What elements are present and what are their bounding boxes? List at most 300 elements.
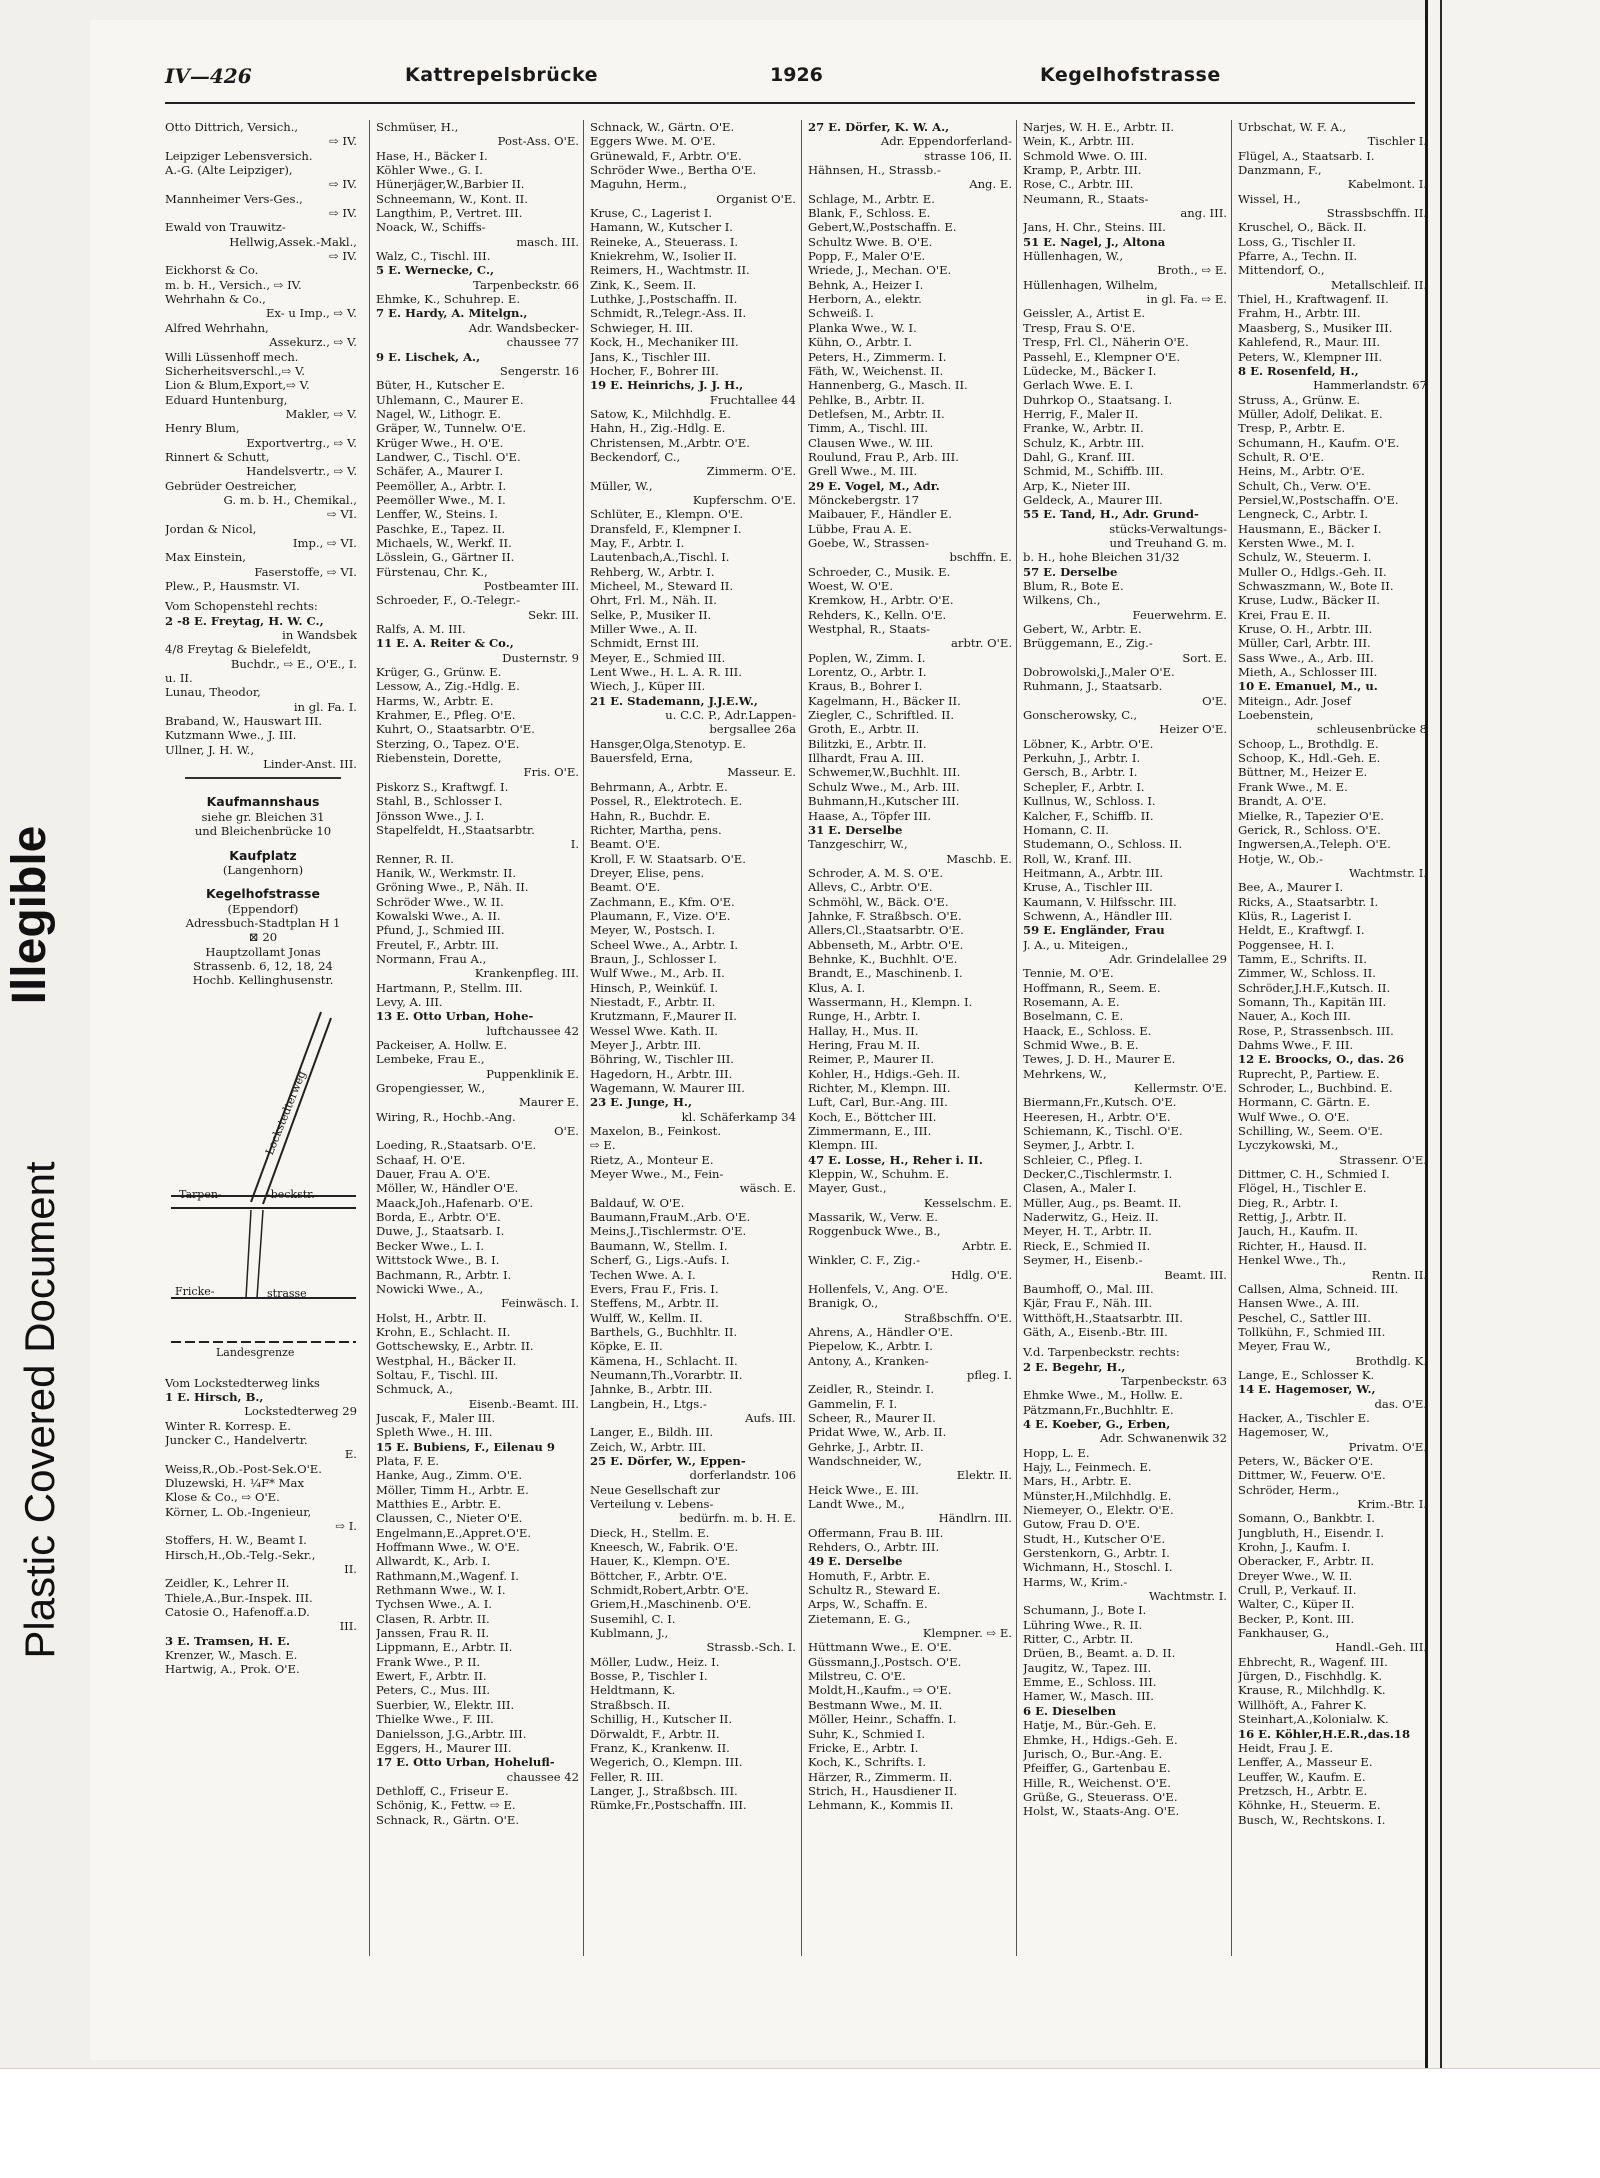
directory-entry: Schiemann, K., Tischl. O'E. [1023, 1124, 1183, 1139]
directory-entry: Heick Wwe., E. III. [808, 1482, 919, 1497]
directory-entry: ⇨ IV. [328, 206, 357, 221]
directory-entry: Henry Blum, [165, 421, 240, 436]
directory-entry: Krankenpfleg. III. [474, 966, 579, 981]
directory-entry: O'E. [1202, 693, 1227, 708]
directory-entry: 21 E. Stademann, J.J.E.W., [590, 693, 758, 708]
scan-bottom-margin [0, 2068, 1600, 2178]
directory-entry: Wriede, J., Mechan. O'E. [808, 263, 952, 278]
directory-entry: Geissler, A., Artist E. [1023, 306, 1146, 321]
directory-entry: Puppenklinik E. [486, 1066, 579, 1081]
directory-entry: Kniekrehm, W., Isolier II. [590, 249, 737, 264]
directory-entry: Tischler I. [1367, 134, 1427, 149]
directory-entry: Schnack, R., Gärtn. O'E. [376, 1812, 520, 1827]
directory-entry: Wissel, H., [1238, 191, 1301, 206]
directory-entry: 55 E. Tand, H., Adr. Grund- [1023, 507, 1199, 522]
directory-entry: Jahnke, F. Straßbsch. O'E. [808, 908, 962, 923]
directory-entry: Exportvertrg., ⇨ V. [246, 435, 357, 450]
directory-entry: Alfred Wehrhahn, [165, 320, 269, 335]
directory-entry: Peschel, C., Sattler III. [1238, 1310, 1371, 1325]
directory-entry: Hopp, L. E. [1023, 1445, 1090, 1460]
directory-entry: Peters, W., Klempner III. [1238, 349, 1383, 364]
directory-entry: III. [339, 1619, 357, 1634]
directory-entry: Frank Wwe., P. II. [376, 1654, 481, 1669]
directory-entry: Juncker C., Handelvertr. [165, 1432, 308, 1447]
directory-entry: Catosie O., Hafenoff.a.D. [165, 1605, 310, 1620]
directory-entry: Schulz, W., Steuerm. I. [1238, 550, 1372, 565]
directory-entry: Hauptzollamt Jonas [205, 944, 321, 959]
directory-entry: Kabelmont. I. [1347, 177, 1427, 192]
map-label: -beckstr. [267, 1187, 315, 1201]
directory-entry: Haack, E., Schloss. E. [1023, 1023, 1152, 1038]
directory-entry: Wulf Wwe., O. O'E. [1238, 1109, 1350, 1124]
directory-entry: Antony, A., Kranken- [808, 1353, 929, 1368]
map-label: strasse [267, 1286, 307, 1300]
directory-entry: ⇨ IV. [328, 249, 357, 264]
directory-entry: Leipziger Lebensversich. [165, 148, 313, 163]
directory-entry: Danielsson, J.G.,Arbtr. III. [376, 1726, 527, 1741]
directory-entry: Zink, K., Seem. II. [590, 277, 697, 292]
directory-entry: Schumann, J., Bote I. [1023, 1603, 1147, 1618]
map-label: Landesgrenze [216, 1345, 295, 1359]
directory-entry: Buchdr., ⇨ E., O'E., I. [230, 656, 357, 671]
directory-entry: siehe gr. Bleichen 31 [201, 809, 325, 824]
directory-entry: Passehl, E., Klempner O'E. [1023, 349, 1181, 364]
directory-entry: Tamm, E., Schrifts. II. [1238, 951, 1367, 966]
directory-entry: Böhring, W., Tischler III. [590, 1052, 734, 1067]
directory-entry: Neumann,Th.,Vorarbtr. II. [590, 1367, 743, 1382]
directory-entry: 31 E. Derselbe [808, 822, 903, 837]
directory-entry: Löbner, K., Arbtr. O'E. [1023, 736, 1154, 751]
directory-entry: Meyer, H. T., Arbtr. II. [1023, 1224, 1152, 1239]
directory-entry: Krutzmann, F.,Maurer II. [590, 1009, 737, 1024]
directory-entry: 4/8 Freytag & Bielefeldt, [165, 642, 312, 657]
directory-entry: A.-G. (Alte Leipziger), [165, 163, 293, 178]
directory-entry: Allwardt, K., Arb. I. [376, 1554, 491, 1569]
directory-entry: Schneemann, W., Kont. II. [376, 191, 528, 206]
directory-entry: Freutel, F., Arbtr. III. [376, 937, 499, 952]
directory-entry: Flügel, A., Staatsarb. I. [1238, 148, 1375, 163]
directory-entry: Beckendorf, C., [590, 449, 681, 464]
directory-entry: Hajy, L., Feinmech. E. [1023, 1459, 1152, 1474]
directory-entry: stücks-Verwaltungs- [1109, 521, 1227, 536]
directory-entry: Müller, Adolf, Delikat. E. [1238, 406, 1383, 421]
directory-entry: Duwe, J., Staatsarb. I. [376, 1224, 505, 1239]
directory-entry: Lembeke, Frau E., [376, 1052, 485, 1067]
directory-entry: Büttner, M., Heizer E. [1238, 765, 1368, 780]
directory-entry: Geldeck, A., Maurer III. [1023, 492, 1163, 507]
directory-entry: 5 E. Wernecke, C., [376, 263, 495, 278]
directory-entry: 27 E. Dörfer, K. W. A., [808, 120, 950, 134]
directory-entry: bergsallee 26a [709, 722, 796, 737]
directory-entry: Lyczykowski, M., [1238, 1138, 1339, 1153]
directory-entry: Busch, W., Rechtskons. I. [1238, 1812, 1386, 1827]
directory-entry: Hanke, Aug., Zimm. O'E. [376, 1468, 523, 1483]
illegible-label: Illegible [3, 825, 56, 1005]
directory-entry: Baumann, W., Stellm. I. [590, 1238, 728, 1253]
directory-entry: Feller, R. III. [590, 1769, 664, 1784]
directory-entry: Scheer, R., Maurer II. [808, 1410, 936, 1425]
directory-entry: Gebert,W.,Postschaffn. E. [808, 220, 957, 235]
directory-entry: Biermann,Fr.,Kutsch. O'E. [1023, 1095, 1177, 1110]
directory-entry: Somann, Th., Kapitän III. [1238, 994, 1387, 1009]
directory-entry: Heins, M., Arbtr. O'E. [1238, 464, 1365, 479]
directory-entry: Steinhart,A.,Kolonialw. K. [1238, 1712, 1389, 1727]
directory-entry: Kutzmann Wwe., J. III. [165, 728, 297, 743]
directory-entry: Uhlemann, C., Maurer E. [376, 392, 524, 407]
directory-entry: Rehberg, W., Arbtr. I. [590, 564, 715, 579]
directory-entry: 49 E. Derselbe [808, 1554, 903, 1569]
directory-entry: Pehlke, B., Arbtr. II. [808, 392, 925, 407]
directory-entry: Ziegler, C., Schriftled. II. [808, 708, 955, 723]
directory-entry: Schultz R., Steward E. [808, 1583, 941, 1598]
directory-entry: Bee, A., Maurer I. [1238, 880, 1344, 895]
directory-entry: Reimers, H., Wachtmstr. II. [590, 263, 750, 278]
directory-entry: Soltau, F., Tischl. III. [376, 1367, 499, 1382]
page-binding-edge [1425, 0, 1600, 2177]
directory-entry: Eduard Huntenburg, [165, 392, 288, 407]
directory-entry: Maurer E. [518, 1095, 579, 1110]
directory-entry: Sekr. III. [528, 607, 579, 622]
directory-entry: schleusenbrücke 8 [1316, 722, 1427, 737]
directory-entry: Scheel Wwe., A., Arbtr. I. [590, 937, 739, 952]
directory-entry: Otto Dittrich, Versich., [165, 120, 299, 134]
directory-entry: Mielke, R., Tapezier O'E. [1238, 808, 1384, 823]
directory-entry: Müller, Carl, Arbtr. III. [1238, 636, 1371, 651]
directory-entry: Rietz, A., Monteur E. [590, 1152, 714, 1167]
directory-entry: b. H., hohe Bleichen 31/32 [1023, 550, 1180, 565]
directory-entry: Kellermstr. O'E. [1133, 1081, 1227, 1096]
directory-entry: Köhler Wwe., G. I. [376, 163, 483, 178]
directory-entry: Suerbier, W., Elektr. III. [376, 1697, 515, 1712]
directory-entry: Ewald von Trauwitz- [165, 220, 286, 235]
directory-entry: Pfeiffer, G., Gartenbau E. [1023, 1761, 1171, 1776]
directory-entry: Bachmann, R., Arbtr. I. [376, 1267, 512, 1282]
directory-entry: Strassenr. O'E. [1339, 1152, 1427, 1167]
directory-entry: Kuhrt, O., Staatsarbtr. O'E. [376, 722, 535, 737]
directory-entry: Pretzsch, H., Arbtr. E. [1238, 1783, 1368, 1798]
directory-entry: Abbenseth, M., Arbtr. O'E. [808, 937, 964, 952]
directory-entry: Hammerlandstr. 67 [1313, 378, 1427, 393]
directory-entry: Westphal, R., Staats- [808, 622, 931, 637]
directory-entry: 47 E. Losse, H., Reher i. II. [808, 1152, 983, 1167]
directory-entry: Arp, K., Nieter III. [1023, 478, 1131, 493]
directory-entry: May, F., Arbtr. I. [590, 535, 685, 550]
directory-entry: Lunau, Theodor, [165, 685, 261, 700]
directory-entry: Somann, O., Bankbtr. I. [1238, 1511, 1375, 1526]
directory-entry: Ehbrecht, R., Wagenf. III. [1238, 1654, 1388, 1669]
directory-entry: Jordan & Nicol, [165, 521, 257, 536]
directory-entry: Schroeder, F., O.-Telegr.- [376, 593, 521, 608]
directory-entry: Dahms Wwe., F. III. [1238, 1038, 1354, 1052]
directory-entry: Brothdlg. K. [1355, 1353, 1427, 1368]
directory-entry: Duhrkop O., Staatsang. I. [1023, 392, 1173, 407]
directory-entry: Gehrke, J., Arbtr. II. [808, 1439, 924, 1454]
directory-entry: Clasen, R. Arbtr. II. [376, 1611, 490, 1626]
directory-entry: Ahrens, A., Händler O'E. [808, 1324, 954, 1339]
directory-entry: u. II. [165, 671, 193, 686]
directory-entry: Becker, P., Kont. III. [1238, 1611, 1355, 1626]
directory-entry: Bosse, P., Tischler I. [590, 1669, 708, 1684]
directory-entry: Rose, P., Strassenbsch. III. [1238, 1023, 1394, 1038]
directory-entry: Jürgen, D., Fischhdlg. K. [1238, 1669, 1383, 1684]
directory-entry: Büter, H., Kutscher E. [376, 378, 505, 393]
directory-entry: Rinnert & Schutt, [165, 449, 270, 464]
directory-entry: Ricks, A., Staatsarbtr. I. [1238, 894, 1379, 909]
directory-entry: 59 E. Engländer, Frau [1023, 923, 1165, 938]
directory-entry: Schwaszmann, W., Bote II. [1238, 579, 1394, 593]
directory-entry: Plew., P., Hausmstr. VI. [165, 579, 300, 593]
directory-entry: Sicherheitsverschl.,⇨ V. [165, 363, 306, 378]
directory-entry: Schmöhl, W., Bäck. O'E. [808, 894, 949, 909]
directory-entry: Schlage, M., Arbtr. E. [808, 191, 935, 206]
directory-entry: Homuth, F., Arbtr. E. [808, 1568, 931, 1583]
directory-entry: Gebert, W., Arbtr. E. [1023, 622, 1142, 637]
street-heading: Kaufplatz [229, 848, 297, 863]
directory-entry: Ang. E. [969, 177, 1012, 192]
directory-entry: Buhmann,H.,Kutscher III. [808, 794, 960, 809]
directory-entry: Zeidler, K., Lehrer II. [165, 1576, 290, 1591]
directory-entry: 13 E. Otto Urban, Hohe- [376, 1009, 534, 1024]
directory-column-5 [1016, 120, 1231, 1956]
directory-entry: Lippmann, E., Arbtr. II. [376, 1640, 513, 1655]
directory-entry: Peters, H., Zimmerm. I. [808, 349, 947, 364]
directory-entry: Hinsch, P., Weinküf. I. [590, 980, 719, 995]
directory-entry: Kremkow, H., Arbtr. O'E. [808, 593, 954, 608]
directory-entry: Groth, E., Arbtr. II. [808, 722, 920, 737]
directory-entry: Sterzing, O., Tapez. O'E. [376, 736, 520, 751]
directory-entry: Organist O'E. [716, 191, 796, 206]
directory-entry: Krenzer, W., Masch. E. [165, 1648, 298, 1663]
directory-entry: Straßbsch. II. [590, 1697, 671, 1712]
directory-entry: Gerlach Wwe. E. I. [1023, 378, 1134, 393]
directory-entry: Lange, E., Schlosser K. [1238, 1367, 1375, 1382]
directory-entry: J. A., u. Miteigen., [1023, 937, 1129, 952]
directory-entry: Brüggemann, E., Zig.- [1023, 636, 1153, 651]
directory-entry: 12 E. Broocks, O., das. 26 [1238, 1052, 1405, 1067]
directory-entry: Gerstenkorn, G., Arbtr. I. [1023, 1546, 1170, 1561]
directory-entry: Piepelow, K., Arbtr. I. [808, 1339, 933, 1354]
directory-column-6 [1231, 120, 1431, 1956]
directory-entry: Klus, A. I. [808, 980, 866, 995]
directory-entry: Schillig, H., Kutscher II. [590, 1712, 733, 1727]
directory-entry: Hacker, A., Tischler E. [1238, 1410, 1370, 1425]
directory-entry: Westphal, H., Bäcker II. [376, 1353, 517, 1368]
directory-entry: Harms, W., Arbtr. E. [376, 693, 494, 708]
directory-entry: Susemihl, C. I. [590, 1611, 676, 1626]
directory-entry: Böttcher, F., Arbtr. O'E. [590, 1568, 728, 1583]
directory-entry: Kneesch, W., Fabrik. O'E. [590, 1540, 739, 1555]
directory-entry: Möller, W., Händler O'E. [376, 1181, 519, 1196]
directory-entry: Lengneck, C., Arbtr. I. [1238, 507, 1369, 522]
directory-entry: Ohrt, Frl. M., Näh. II. [590, 593, 717, 608]
directory-entry: Eggers, H., Maurer III. [376, 1740, 512, 1755]
directory-entry: Baumhoff, O., Mal. III. [1023, 1281, 1154, 1296]
directory-entry: Zietemann, E. G., [808, 1611, 911, 1626]
directory-entry: Hartwig, A., Prok. O'E. [165, 1662, 300, 1677]
directory-entry: Hartmann, P., Stellm. III. [376, 980, 523, 995]
directory-entry: Struss, A., Grünw. E. [1238, 392, 1361, 407]
directory-entry: Klempner. ⇨ E. [922, 1626, 1012, 1641]
directory-entry: strasse 106, II. [924, 148, 1012, 163]
directory-entry: Maasberg, S., Musiker III. [1238, 320, 1393, 335]
directory-entry: Neue Gesellschaft zur [590, 1482, 720, 1497]
directory-entry: m. b. H., Versich., ⇨ IV. [165, 277, 302, 292]
directory-column-2 [369, 120, 583, 1956]
directory-entry: Grüße, G., Steuerass. O'E. [1023, 1789, 1178, 1804]
directory-entry: Matthies E., Arbtr. E. [376, 1497, 502, 1511]
directory-entry: 25 E. Dörfer, W., Eppen- [590, 1453, 746, 1468]
directory-entry: Langer, J., Straßbsch. III. [590, 1783, 738, 1798]
directory-entry: Moldt,H.,Kaufm., ⇨ O'E. [808, 1683, 952, 1698]
directory-entry: Branigk, O., [808, 1296, 879, 1311]
directory-entry: Wehrhahn & Co., [165, 292, 266, 307]
directory-entry: Muller O., Hdlgs.-Geh. II. [1238, 564, 1387, 579]
directory-entry: Ruhmann, J., Staatsarb. [1023, 679, 1163, 694]
directory-entry: Behrmann, A., Arbtr. E. [590, 779, 728, 794]
directory-entry: Faserstoffe, ⇨ VI. [254, 564, 357, 579]
directory-entry: Nauer, A., Koch III. [1238, 1009, 1351, 1024]
directory-entry: Leuffer, W., Kaufm. E. [1238, 1769, 1366, 1784]
directory-entry: Linder-Anst. III. [263, 757, 357, 772]
directory-entry: Köpke, E. II. [590, 1339, 663, 1354]
directory-entry: Thiele,A.,Bur.-Inspek. III. [165, 1590, 313, 1605]
directory-entry: Roll, W., Kranf. III. [1023, 851, 1132, 866]
directory-entry: Hdlg. O'E. [951, 1267, 1012, 1282]
directory-entry: Pätzmann,Fr.,Buchhltr. E. [1023, 1402, 1174, 1417]
directory-entry: 57 E. Derselbe [1023, 564, 1118, 579]
directory-entry: Schoop, L., Brothdlg. E. [1238, 736, 1379, 751]
directory-entry: Hähnsen, H., Strassb.- [808, 163, 941, 178]
street-heading: Kegelhofstrasse [206, 887, 320, 902]
directory-entry: Richter, H., Hausd. II. [1238, 1238, 1367, 1253]
directory-entry: Loebenstein, [1238, 708, 1314, 723]
directory-entry: Meyer, Frau W., [1238, 1339, 1331, 1354]
directory-entry: Hagedorn, H., Arbtr. III. [590, 1066, 733, 1081]
directory-entry: Clasen, A., Maler I. [1023, 1181, 1137, 1196]
directory-entry: Heidt, Frau J. E. [1238, 1740, 1334, 1755]
directory-entry: Weiss,R.,Ob.-Post-Sek.O'E. [165, 1461, 322, 1476]
directory-entry: Fricke, E., Arbtr. I. [808, 1740, 919, 1755]
right-street-heading: Kegelhofstrasse [1040, 64, 1221, 86]
directory-entry: Langbein, H., Ltgs.- [590, 1396, 707, 1411]
directory-entry: Offermann, Frau B. III. [808, 1525, 944, 1540]
directory-entry: Callsen, Alma, Schneid. III. [1238, 1281, 1399, 1296]
map-label: Fricke- [175, 1284, 215, 1298]
directory-entry: Schroder, A. M. S. O'E. [808, 865, 944, 880]
directory-entry: Homann, C. II. [1023, 822, 1109, 837]
directory-entry: arbtr. O'E. [950, 636, 1012, 651]
directory-entry: Schult, Ch., Verw. O'E. [1238, 478, 1371, 493]
directory-entry: Barthels, G., Buchhltr. II. [590, 1324, 738, 1339]
directory-entry: Blank, F., Schloss. E. [808, 206, 931, 221]
directory-entry: Gäth, A., Eisenb.-Btr. III. [1023, 1324, 1168, 1339]
directory-entry: Wassermann, H., Klempn. I. [808, 994, 973, 1009]
directory-entry: Hormann, C. Gärtn. E. [1238, 1095, 1371, 1110]
directory-entry: Drüen, B., Beamt. a. D. II. [1023, 1646, 1176, 1661]
directory-entry: Heitmann, A., Arbtr. III. [1023, 865, 1164, 880]
directory-entry: Winter R. Korresp. E. [165, 1418, 291, 1433]
directory-entry: Straßbschffn. O'E. [903, 1310, 1012, 1325]
directory-entry: Clausen Wwe., W. III. [808, 435, 934, 450]
directory-entry: Gonscherowsky, C., [1023, 708, 1138, 723]
directory-entry: Paschke, E., Tapez. II. [376, 521, 506, 536]
directory-entry: 6 E. Dieselben [1023, 1703, 1117, 1718]
directory-entry: Jauch, H., Kaufm. II. [1238, 1224, 1359, 1239]
directory-entry: Hase, H., Bäcker I. [376, 148, 488, 163]
directory-entry: Dittmer, C. H., Schmied I. [1238, 1167, 1390, 1182]
directory-entry: Kahlefend, R., Maur. III. [1238, 335, 1381, 350]
directory-entry: Scherf, G., Ligs.-Aufs. I. [590, 1253, 730, 1268]
directory-entry: Schoop, K., Hdl.-Geh. E. [1238, 751, 1381, 766]
directory-entry: Strassb.-Sch. I. [706, 1640, 796, 1655]
directory-entry: Dörwaldt, F., Arbtr. II. [590, 1726, 720, 1741]
directory-entry: Lent Wwe., H. L. A. R. III. [590, 665, 742, 680]
directory-entry: ⇨ I. [335, 1519, 357, 1534]
directory-entry: Rentn. II. [1371, 1267, 1427, 1282]
directory-entry: Peemöller Wwe., M. I. [376, 492, 506, 507]
directory-entry: Rethmann Wwe., W. I. [376, 1583, 506, 1598]
directory-entry: Meyer J., Arbtr. III. [590, 1038, 702, 1052]
directory-entry: Gersch, B., Arbtr. I. [1023, 765, 1138, 780]
directory-entry: Maschb. E. [946, 851, 1012, 866]
directory-entry: 11 E. A. Reiter & Co., [376, 636, 514, 651]
directory-entry: Kjär, Frau F., Näh. III. [1023, 1296, 1153, 1311]
directory-entry: Hochb. Kellinghusenstr. [192, 973, 334, 988]
directory-entry: Walter, C., Küper II. [1238, 1597, 1355, 1612]
directory-entry: Tanzgeschirr, W., [808, 837, 908, 852]
directory-entry: Jungbluth, H., Eisendr. I. [1238, 1525, 1385, 1540]
directory-column-3 [583, 120, 800, 1956]
directory-entry: Juscak, F., Maler III. [376, 1410, 496, 1425]
directory-entry: Privatm. O'E. [1348, 1439, 1427, 1454]
directory-entry: Rathmann,M.,Wagenf. I. [376, 1568, 519, 1583]
directory-entry: Kleppin, W., Schuhm. E. [808, 1167, 949, 1182]
directory-entry: Zimmer, W., Schloss. II. [1238, 966, 1376, 981]
directory-entry: E. [344, 1447, 357, 1462]
directory-entry: Herborn, A., elektr. [808, 292, 922, 307]
directory-entry: Wulff, W., Kellm. II. [590, 1310, 703, 1325]
directory-entry: Meyer, E., Schmied III. [590, 650, 726, 665]
directory-entry: Kublmann, J., [590, 1626, 669, 1641]
directory-entry: Illhardt, Frau A. III. [808, 751, 925, 766]
directory-entry: Postbeamter III. [483, 579, 579, 593]
directory-entry: Flögel, H., Tischler E. [1238, 1181, 1367, 1196]
directory-entry: Lühring Wwe., R. II. [1023, 1617, 1143, 1632]
directory-entry: Dransfeld, F., Klempner I. [590, 521, 742, 536]
directory-entry: Ritter, C., Arbtr. II. [1023, 1632, 1134, 1647]
directory-entry: Kramp, P., Arbtr. III. [1023, 163, 1142, 178]
directory-entry: Levy, A. III. [376, 994, 443, 1009]
directory-entry: Hüllenhagen, Wilhelm, [1023, 277, 1158, 292]
directory-entry: Techen Wwe. A. I. [590, 1267, 696, 1282]
directory-entry: Schmid Wwe., B. E. [1023, 1038, 1139, 1052]
directory-entry: Packeiser, A. Hollw. E. [376, 1038, 508, 1052]
directory-entry: Kroll, F. W. Staatsarb. O'E. [590, 851, 746, 866]
directory-entry: bedürfn. m. b. H. E. [679, 1511, 796, 1526]
directory-entry: Ex- u Imp., ⇨ V. [265, 306, 357, 321]
directory-entry: Tennie, M. O'E. [1023, 966, 1114, 981]
directory-entry: Thiel, H., Kraftwagenf. II. [1238, 292, 1389, 307]
directory-entry: Allevs, C., Arbtr. O'E. [808, 880, 933, 895]
directory-entry: Schumann, H., Kaufm. O'E. [1238, 435, 1400, 450]
directory-entry: Boselmann, C. E. [1023, 1009, 1124, 1024]
directory-entry: Seymer, H., Eisenb.- [1023, 1253, 1143, 1268]
directory-entry: Engelmann,E.,Appret.O'E. [376, 1525, 532, 1540]
directory-entry: Krüger, G., Grünw. E. [376, 665, 502, 680]
directory-entry: chaussee 42 [506, 1769, 579, 1784]
directory-entry: Mannheimer Vers-Ges., [165, 191, 303, 206]
directory-entry: Schleier, C., Pfleg. I. [1023, 1152, 1143, 1167]
